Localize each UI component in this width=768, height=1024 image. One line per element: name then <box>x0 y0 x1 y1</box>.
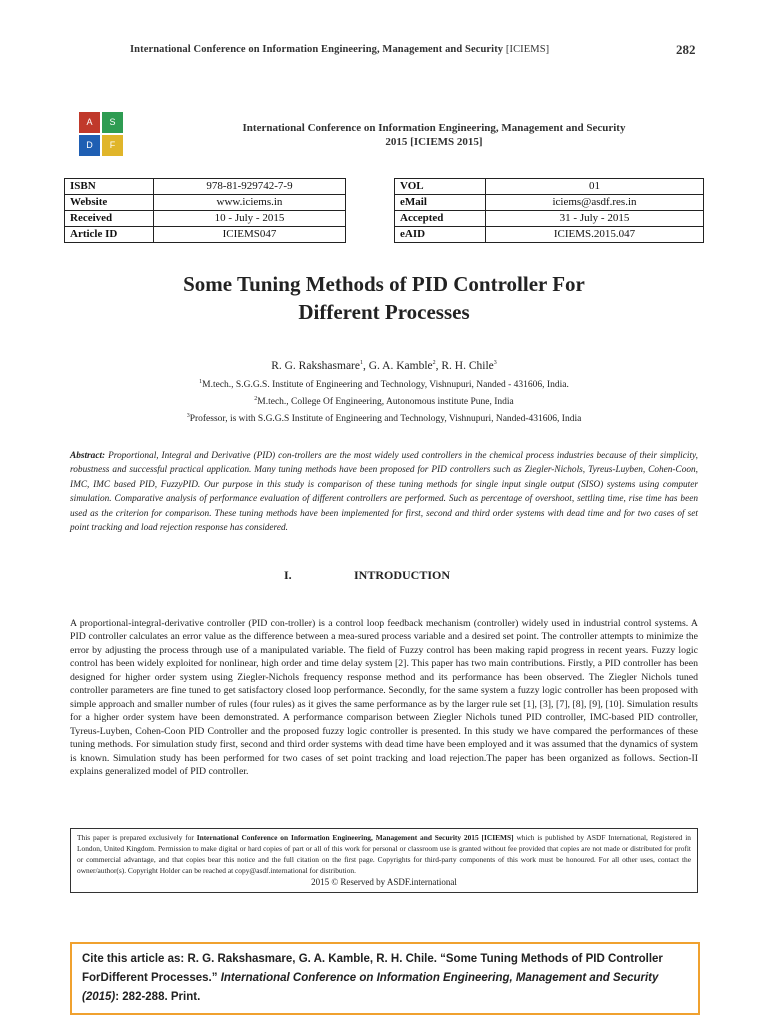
affiliation-text: M.tech., S.G.G.S. Institute of Engineering and Technology, Vishnupuri, Nanded - 431606, India. <box>202 380 569 391</box>
citation-lead: Cite this article as: <box>82 953 185 965</box>
author-superscript: 1 <box>360 360 363 367</box>
affiliation-item <box>84 409 684 426</box>
paper-title-line2: Different Processes <box>298 300 470 324</box>
metadata-row <box>65 179 346 195</box>
affiliation-superscript: 2 <box>254 396 258 403</box>
author-separator: , <box>435 360 442 372</box>
logo-cell-f: F <box>102 135 123 156</box>
section-number: I. <box>284 568 292 582</box>
metadata-value: 01 <box>486 179 704 195</box>
metadata-key: Accepted <box>395 211 486 227</box>
affiliation-list <box>84 375 684 426</box>
logo-cell-d: D <box>79 135 100 156</box>
section-title: INTRODUCTION <box>354 568 451 582</box>
copyright-notice <box>70 828 698 893</box>
citation-authors: R. G. Rakshasmare, G. A. Kamble, R. H. Chile. <box>187 953 437 965</box>
section-heading <box>284 568 484 583</box>
metadata-key: eAID <box>395 227 486 243</box>
metadata-row <box>65 227 346 243</box>
copyright-prefix: This paper is prepared exclusively for <box>77 833 194 842</box>
affiliation-text: Professor, is with S.G.G.S Institute of Engineering and Technology, Vishnupuri, Nanded-431606, India <box>189 414 582 425</box>
citation-box <box>70 942 700 1015</box>
citation-title: “Some Tuning Methods of PID Controller ForDifferent Processes.” <box>82 953 663 984</box>
metadata-row <box>395 227 704 243</box>
author-separator: , <box>363 360 369 372</box>
metadata-row <box>395 211 704 227</box>
conference-title-line2: 2015 [ICIEMS 2015] <box>385 136 483 148</box>
running-header-abbrev: [ICIEMS] <box>505 44 550 55</box>
copyright-text: which is published by ASDF International, Registered in London, United Kingdom. Permission to make digital or hard copies of part or all of this work for personal or classroom use is granted without fee provided that copies are not made or distributed for profit or commercial advantage, and that copies bear this notice and the full citation on the first page. Copyrights for third-party components of this work must be honoured. For all other uses, contact the owner/author(s). Copyright Holder can be reached at copy@asdf.international for distribution. <box>77 833 691 875</box>
author-superscript: 2 <box>432 360 436 367</box>
metadata-value: www.iciems.in <box>154 195 346 211</box>
affiliation-superscript: 3 <box>186 413 190 420</box>
asdf-logo <box>70 108 130 162</box>
metadata-key: Received <box>65 211 154 227</box>
running-header <box>130 44 600 55</box>
logo-cell-a: A <box>79 112 100 133</box>
abstract-label: Abstract: <box>70 451 106 461</box>
metadata-row <box>65 195 346 211</box>
paper-title <box>84 270 684 326</box>
metadata-value: ICIEMS047 <box>154 227 346 243</box>
conference-title <box>180 121 688 149</box>
metadata-table-left <box>64 178 346 243</box>
affiliation-item <box>84 375 684 392</box>
metadata-row <box>395 195 704 211</box>
logo-cell-s: S <box>102 112 123 133</box>
author-list <box>84 360 684 372</box>
citation-journal: International Conference on Information Engineering, Management and Security (2015) <box>82 972 659 1003</box>
author-superscript: 3 <box>493 360 497 367</box>
metadata-row <box>395 179 704 195</box>
copyright-text-block <box>77 832 691 876</box>
affiliation-superscript: 1 <box>199 379 203 385</box>
metadata-key: VOL <box>395 179 486 195</box>
copyright-reserved: 2015 © Reserved by ASDF.international <box>311 877 457 887</box>
metadata-value: 978-81-929742-7-9 <box>154 179 346 195</box>
metadata-key: eMail <box>395 195 486 211</box>
affiliation-item <box>84 392 684 409</box>
metadata-value: ICIEMS.2015.047 <box>486 227 704 243</box>
metadata-table-right <box>394 178 704 243</box>
metadata-row <box>65 211 346 227</box>
copyright-conference: International Conference on Information Engineering, Management and Security 2015 [ICIEMS] <box>196 833 514 842</box>
abstract <box>70 449 698 535</box>
citation-pages: : 282-288. Print. <box>115 991 201 1003</box>
metadata-value: 10 - July - 2015 <box>154 211 346 227</box>
metadata-value: 31 - July - 2015 <box>486 211 704 227</box>
affiliation-text: M.tech., College Of Engineering, Autonomous institute Pune, India <box>257 397 514 408</box>
running-header-title: International Conference on Information Engineering, Management and Security <box>130 44 504 55</box>
author-name: R. G. Rakshasmare <box>271 360 360 372</box>
author-name: G. A. Kamble <box>368 360 433 372</box>
abstract-text: Proportional, Integral and Derivative (PID) con-trollers are the most widely used controllers in the chemical process industries because of their simplicity, robustness and successful practical application. Many tuning methods have been proposed for PID controllers such as Ziegler-Nichols, Tyreus-Luyben, Cohen-Coon, IMC, IMC based PID, FuzzyPID. Our purpose in this study is comparison of these tuning methods for single input single output (SISO) systems using computer simulation. Comparative analysis of performance evaluation of different controllers are performed. Such as percentage of overshoot, settling time, rise time has been used as the criterion for comparison. These tuning methods have been implemented for first, second and third order systems with dead time and for two cases of set point tracking and load rejection response has considered. <box>70 451 698 534</box>
metadata-value: iciems@asdf.res.in <box>486 195 704 211</box>
metadata-key: Website <box>65 195 154 211</box>
metadata-key: Article ID <box>65 227 154 243</box>
paper-title-line1: Some Tuning Methods of PID Controller For <box>183 272 585 296</box>
introduction-paragraph: A proportional-integral-derivative controller (PID con-troller) is a control loop feedback mechanism (controller) widely used in industrial control systems. A PID controller calculates an error value as the difference between a mea-sured process variable and a desired set point. The controller attempts to minimize the error by adjusting the process through use of a manipulated variable. The field of Fuzzy control has been making rapid progress in recent years. Fuzzy logic control has been widely exploited for nonlinear, high order and time delay system [2]. This paper has two main contributions. Firstly, a PID controller has been designed for higher order system using Ziegler-Nichols frequency response method and its performance has been observed. The Ziegler Nichols tuned controller parameters are fine tuned to get satisfactory closed loop performance. Secondly, for the same system a fuzzy logic controller has been proposed with simple approach and smaller number of rules (four rules) as it gives the same performance as by the larger rule set [1], [3], [7], [8], [9], [10]. Simulation results for a higher order system have been demonstrated. A performance comparison between Ziegler Nichols tuned PID controller, IMC-based PID controller, Tyreus-Luyben, Cohen-Coon PID Controller and the proposed fuzzy logic controller is presented. In this study we have compared the performances of these tuning methods. For simulation study first, second and third order systems with dead time have been employed and it was assumed that the dynamics of system is known. Simulation study has been performed for two cases of set point tracking and load rejection.The paper has been organized as follows. Section-II explains generalized model of PID controller. <box>70 618 698 777</box>
page-number: 282 <box>676 42 696 57</box>
metadata-key: ISBN <box>65 179 154 195</box>
conference-title-line1: International Conference on Information Engineering, Management and Security <box>242 122 626 134</box>
author-name: R. H. Chile <box>441 360 494 372</box>
